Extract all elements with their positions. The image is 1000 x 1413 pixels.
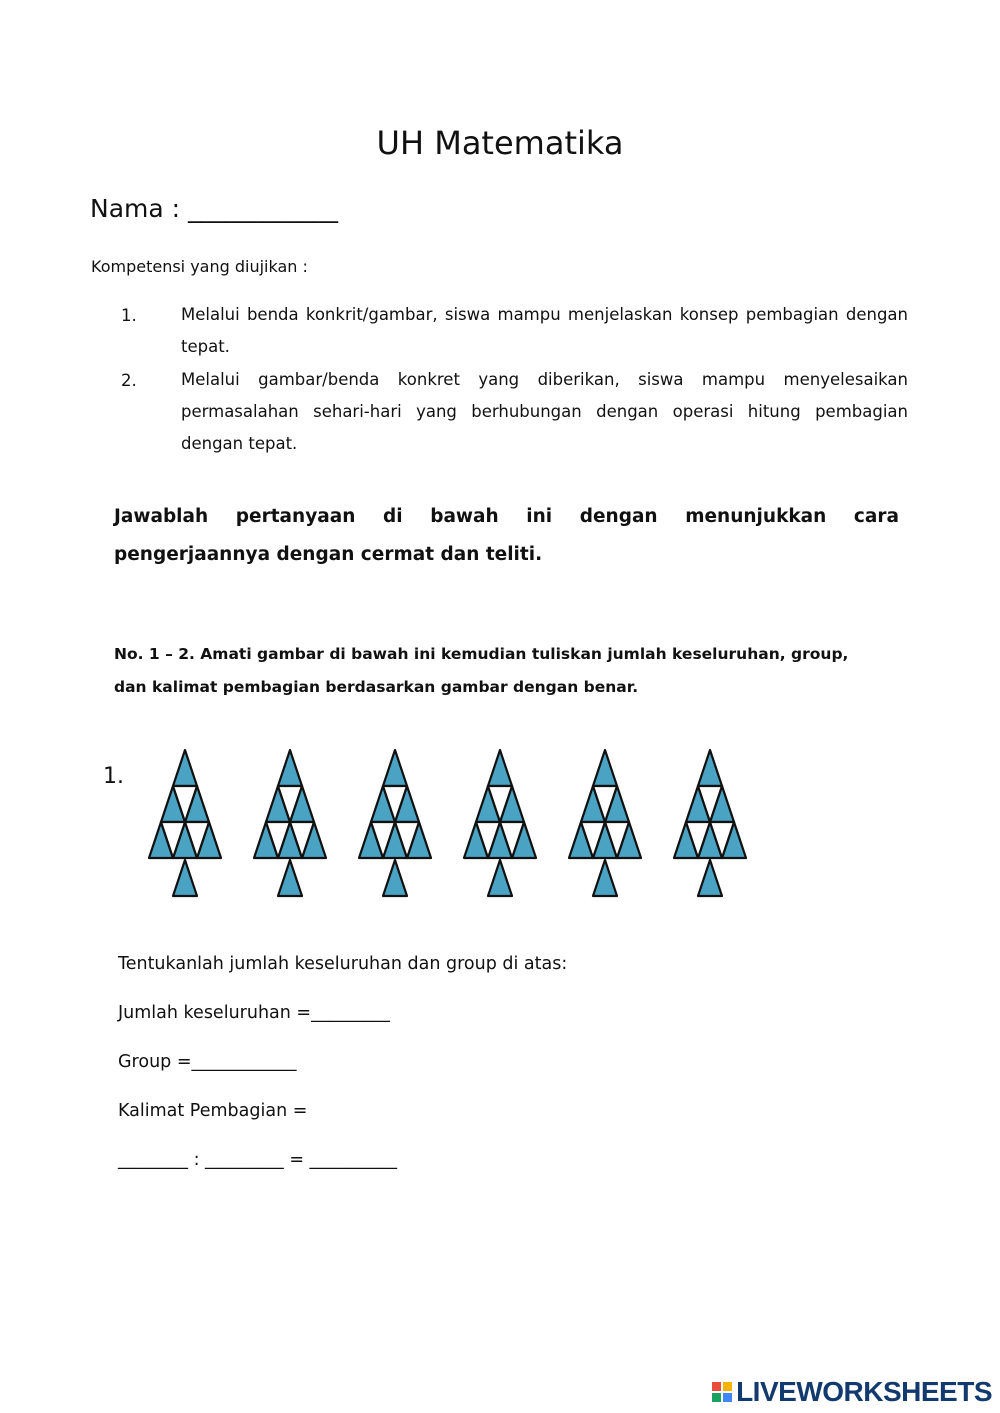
tree-triangle (488, 750, 512, 786)
group-field: Group =____________ (118, 1052, 297, 1072)
kompetensi-text-1: Melalui benda konkrit/gambar, siswa mampu menjelaskan konsep pembagian dengan tepat. (181, 305, 908, 356)
name-field-label: Nama : ____________ (90, 194, 339, 223)
sub-instruction: No. 1 – 2. Amati gambar di bawah ini kemudian tuliskan jumlah keseluruhan, group, dan kalimat pembagian berdasarkan gambar dengan benar. (114, 645, 849, 696)
kompetensi-heading: Kompetensi yang diujikan : (91, 257, 308, 276)
main-instruction: Jawablah pertanyaan di bawah ini dengan menunjukkan cara pengerjaannya dengan cermat dan teliti. (114, 506, 899, 565)
tree-triangle (698, 750, 722, 786)
kompetensi-number-1: 1. (121, 306, 137, 325)
liveworksheets-logo-icon (712, 1382, 732, 1402)
tree-trunk-triangle (383, 860, 407, 896)
tree-trunk-triangle (488, 860, 512, 896)
page-title: UH Matematika (376, 124, 624, 162)
kalimat-pembagian-label: Kalimat Pembagian = (118, 1101, 308, 1121)
question-number: 1. (103, 764, 124, 789)
tree-triangle (383, 750, 407, 786)
tree-trunk-triangle (698, 860, 722, 896)
tree-trunk-triangle (278, 860, 302, 896)
kompetensi-text-2: Melalui gambar/benda konkret yang diberikan, siswa mampu menyelesaikan permasalahan sehari-hari yang berhubungan dengan operasi hitung pembagian dengan tepat. (181, 370, 908, 453)
tree-trunk-triangle (173, 860, 197, 896)
tree-trunk-triangle (593, 860, 617, 896)
tree-triangle (278, 750, 302, 786)
liveworksheets-brand: LIVEWORKSHEETS (736, 1376, 992, 1407)
tree-triangle (173, 750, 197, 786)
trees-illustration (130, 740, 810, 910)
liveworksheets-logo (712, 1376, 992, 1408)
division-formula-blanks: ________ : _________ = __________ (118, 1150, 398, 1170)
kompetensi-number-2: 2. (121, 371, 137, 390)
tree-triangle (593, 750, 617, 786)
jumlah-keseluruhan-field: Jumlah keseluruhan =_________ (118, 1003, 390, 1023)
question-prompt: Tentukanlah jumlah keseluruhan dan group di atas: (118, 954, 568, 974)
